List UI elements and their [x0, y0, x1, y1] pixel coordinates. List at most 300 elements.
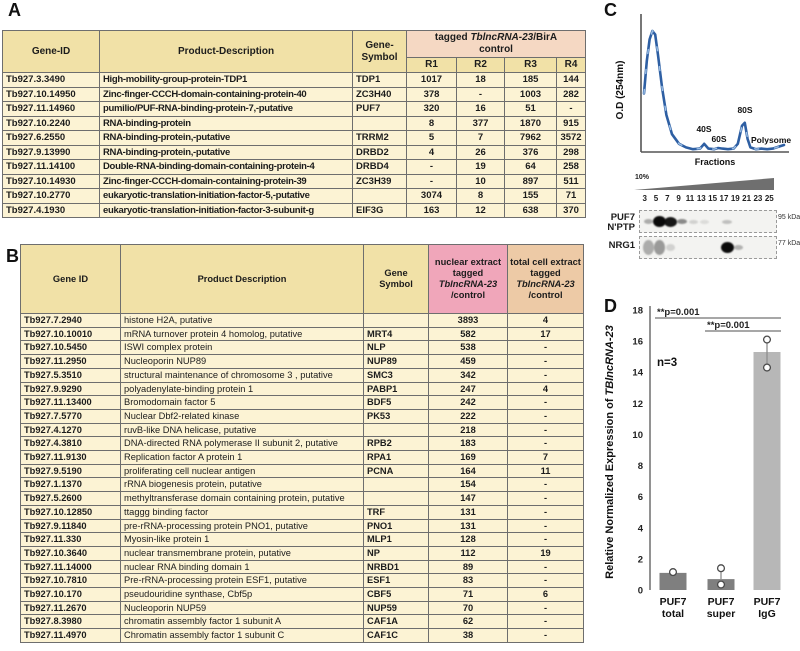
- table-row: [3, 131, 586, 146]
- nuclear-ratio-cell: 3893: [429, 314, 508, 328]
- product-cell: Nucleoporin NUP59: [121, 601, 364, 615]
- nuclear-ratio-cell: 131: [429, 519, 508, 533]
- col-header-nuclear-extract: nuclear extract tagged TblncRNA-23 /control: [429, 245, 508, 314]
- r3-cell: 7962: [505, 131, 557, 146]
- gene-id-cell: Tb927.11.14000: [21, 560, 121, 574]
- symbol-cell: RPA1: [364, 451, 429, 465]
- gene-id-cell: Tb927.10.5450: [21, 341, 121, 355]
- nuclear-ratio-cell: 164: [429, 464, 508, 478]
- table-row: [21, 437, 584, 451]
- total-ratio-cell: -: [508, 505, 584, 519]
- col-header-total-extract: total cell extract tagged TblncRNA-23 /control: [508, 245, 584, 314]
- total-ratio-cell: 4: [508, 314, 584, 328]
- blot-label-nrg1: NRG1: [608, 240, 635, 251]
- product-cell: chromatin assembly factor 1 subunit A: [121, 615, 364, 629]
- fraction-number: 15: [708, 194, 718, 203]
- nuclear-ratio-cell: 89: [429, 560, 508, 574]
- fractions-axis-label: Fractions: [694, 157, 736, 167]
- r1-cell: 8: [407, 116, 457, 131]
- data-point: [764, 336, 771, 343]
- symbol-cell: TRRM2: [353, 131, 407, 146]
- fraction-number: 11: [685, 194, 695, 203]
- product-cell: proliferating cell nuclear antigen: [121, 464, 364, 478]
- blot-band: [734, 245, 743, 250]
- r2-cell: -: [457, 87, 505, 102]
- r4-cell: 298: [557, 145, 586, 160]
- symbol-cell: CAF1A: [364, 615, 429, 629]
- od-curve-highlight: [644, 31, 784, 149]
- gene-id-cell: Tb927.9.5190: [21, 464, 121, 478]
- table-row: [21, 355, 584, 369]
- total-ratio-cell: -: [508, 560, 584, 574]
- r4-cell: 511: [557, 174, 586, 189]
- polysome-panel: [593, 0, 800, 296]
- r1-cell: 5: [407, 131, 457, 146]
- symbol-cell: PCNA: [364, 464, 429, 478]
- blot-band: [722, 220, 732, 224]
- col-header-r3: R3: [505, 58, 557, 73]
- gene-id-cell: Tb927.11.4970: [21, 629, 121, 643]
- y-tick-label: 0: [637, 585, 643, 597]
- total-ratio-cell: 11: [508, 464, 584, 478]
- fraction-number: 9: [676, 194, 681, 203]
- r1-cell: -: [407, 174, 457, 189]
- product-cell: RNA-binding-protein: [100, 116, 353, 131]
- nuclear-ratio-cell: 242: [429, 396, 508, 410]
- gene-id-cell: Tb927.11.14960: [3, 102, 100, 117]
- product-cell: High-mobility-group-protein-TDP1: [100, 73, 353, 88]
- table-row: [21, 341, 584, 355]
- r3-cell: 1003: [505, 87, 557, 102]
- symbol-cell: MLP1: [364, 533, 429, 547]
- table-row: [21, 451, 584, 465]
- nuclear-ratio-cell: 62: [429, 615, 508, 629]
- r2-cell: 26: [457, 145, 505, 160]
- product-cell: ISWI complex protein: [121, 341, 364, 355]
- symbol-cell: [364, 423, 429, 437]
- gene-id-cell: Tb927.5.2600: [21, 492, 121, 506]
- table-row: [21, 409, 584, 423]
- product-cell: Nucleoporin NUP89: [121, 355, 364, 369]
- peak-label-60s: 60S: [711, 134, 727, 144]
- r4-cell: 915: [557, 116, 586, 131]
- total-ratio-cell: 6: [508, 588, 584, 602]
- table-row: [3, 102, 586, 117]
- blot-band: [677, 219, 687, 224]
- symbol-cell: [353, 189, 407, 204]
- y-tick-label: 14: [632, 367, 643, 379]
- symbol-cell: MRT4: [364, 327, 429, 341]
- nuclear-ratio-cell: 183: [429, 437, 508, 451]
- col-header-gene-id: Gene-ID: [3, 31, 100, 73]
- gene-id-cell: Tb927.10.14930: [3, 174, 100, 189]
- symbol-cell: NUP89: [364, 355, 429, 369]
- total-ratio-cell: 19: [508, 546, 584, 560]
- od-axis-label: O.D (254nm): [615, 60, 626, 120]
- gene-id-cell: Tb927.11.2950: [21, 355, 121, 369]
- x-category-label: PUF7: [659, 596, 687, 608]
- gene-id-cell: Tb927.11.330: [21, 533, 121, 547]
- product-cell: eukaryotic-translation-initiation-factor-3-subunit-g: [100, 203, 353, 218]
- bar-chart-svg: [593, 302, 800, 651]
- sig-label-2: **p=0.001: [707, 320, 750, 331]
- product-cell: RNA-binding-protein,-putative: [100, 131, 353, 146]
- y-axis-label: Relative Normalized Expression of TBlncRNA-23: [604, 325, 616, 579]
- nuclear-ratio-cell: 169: [429, 451, 508, 465]
- total-ratio-cell: -: [508, 574, 584, 588]
- kda-marker-95: 95 kDa: [778, 214, 800, 221]
- panel-b-label: B: [6, 246, 19, 266]
- symbol-cell: NUP59: [364, 601, 429, 615]
- gradient-percent-label: 10%: [635, 174, 650, 181]
- table-row: [21, 560, 584, 574]
- symbol-cell: PABP1: [364, 382, 429, 396]
- fraction-number: 3: [642, 194, 647, 203]
- symbol-cell: RPB2: [364, 437, 429, 451]
- x-category-label: PUF7: [707, 596, 735, 608]
- nuclear-ratio-cell: 147: [429, 492, 508, 506]
- table-row: [3, 174, 586, 189]
- r2-cell: 10: [457, 174, 505, 189]
- gene-id-cell: Tb927.11.14100: [3, 160, 100, 175]
- blot-band: [721, 242, 734, 253]
- r2-cell: 377: [457, 116, 505, 131]
- r3-cell: 64: [505, 160, 557, 175]
- gene-id-cell: Tb927.9.13990: [3, 145, 100, 160]
- table-row: [21, 327, 584, 341]
- r2-cell: 19: [457, 160, 505, 175]
- r1-cell: 4: [407, 145, 457, 160]
- gene-id-cell: Tb927.4.3810: [21, 437, 121, 451]
- panel-d-label: D: [604, 296, 617, 316]
- product-cell: DNA-directed RNA polymerase II subunit 2, putative: [121, 437, 364, 451]
- symbol-cell: CAF1C: [364, 629, 429, 643]
- r1-cell: 1017: [407, 73, 457, 88]
- polysome-profile-plot: [611, 10, 796, 168]
- product-cell: Nuclear Dbf2-related kinase: [121, 409, 364, 423]
- col-header-r2: R2: [457, 58, 505, 73]
- table-b-header-row: [21, 245, 584, 314]
- nuclear-ratio-cell: 459: [429, 355, 508, 369]
- product-cell: structural maintenance of chromosome 3 , putative: [121, 368, 364, 382]
- data-point: [670, 569, 677, 576]
- nuclear-ratio-cell: 70: [429, 601, 508, 615]
- r2-cell: 8: [457, 189, 505, 204]
- total-ratio-cell: -: [508, 341, 584, 355]
- gene-id-cell: Tb927.6.2550: [3, 131, 100, 146]
- product-cell: pseudouridine synthase, Cbf5p: [121, 588, 364, 602]
- symbol-cell: EIF3G: [353, 203, 407, 218]
- total-ratio-cell: 7: [508, 451, 584, 465]
- symbol-cell: NLP: [364, 341, 429, 355]
- gene-table-b: [20, 244, 584, 643]
- col-header-gene-id: Gene ID: [21, 245, 121, 314]
- r2-cell: 18: [457, 73, 505, 88]
- gene-id-cell: Tb927.9.9290: [21, 382, 121, 396]
- symbol-cell: SMC3: [364, 368, 429, 382]
- fraction-number: 5: [653, 194, 659, 203]
- r3-cell: 1870: [505, 116, 557, 131]
- blot-band: [643, 240, 654, 255]
- blot-band: [654, 240, 665, 255]
- product-cell: Double-RNA-binding-domain-containing-protein-4: [100, 160, 353, 175]
- symbol-cell: ESF1: [364, 574, 429, 588]
- r3-cell: 51: [505, 102, 557, 117]
- total-ratio-cell: -: [508, 601, 584, 615]
- table-row: [21, 423, 584, 437]
- col-header-gene-symbol: Gene- Symbol: [353, 31, 407, 73]
- r1-cell: 320: [407, 102, 457, 117]
- gene-id-cell: Tb927.7.5770: [21, 409, 121, 423]
- table-row: [3, 203, 586, 218]
- gene-id-cell: Tb927.10.3640: [21, 546, 121, 560]
- product-cell: methyltransferase domain containing protein, putative: [121, 492, 364, 506]
- table-row: [21, 382, 584, 396]
- peak-label-80s: 80S: [737, 105, 753, 115]
- blot-band: [664, 217, 677, 227]
- y-tick-label: 8: [637, 461, 643, 473]
- total-ratio-cell: -: [508, 533, 584, 547]
- nuclear-ratio-cell: 71: [429, 588, 508, 602]
- nuclear-ratio-cell: 154: [429, 478, 508, 492]
- product-cell: rRNA biogenesis protein, putative: [121, 478, 364, 492]
- table-row: [21, 601, 584, 615]
- gene-id-cell: Tb927.5.3510: [21, 368, 121, 382]
- col-header-r1: R1: [407, 58, 457, 73]
- nuclear-ratio-cell: 222: [429, 409, 508, 423]
- gene-id-cell: Tb927.10.170: [21, 588, 121, 602]
- x-category-label: super: [706, 608, 736, 620]
- gene-id-cell: Tb927.10.2770: [3, 189, 100, 204]
- r1-cell: 378: [407, 87, 457, 102]
- table-row: [3, 145, 586, 160]
- r4-cell: 71: [557, 189, 586, 204]
- r4-cell: 3572: [557, 131, 586, 146]
- y-tick-label: 10: [632, 429, 643, 441]
- nuclear-ratio-cell: 112: [429, 546, 508, 560]
- table-row: [3, 73, 586, 88]
- symbol-cell: CBF5: [364, 588, 429, 602]
- od-curve: [644, 31, 784, 149]
- symbol-cell: NP: [364, 546, 429, 560]
- gene-id-cell: Tb927.10.2240: [3, 116, 100, 131]
- y-tick-label: 18: [632, 305, 643, 317]
- sig-label-1: **p=0.001: [657, 307, 700, 318]
- r2-cell: 16: [457, 102, 505, 117]
- product-cell: mRNA turnover protein 4 homolog, putative: [121, 327, 364, 341]
- col-header-tagged: tagged TblncRNA-23/BirA control: [407, 31, 586, 58]
- nuclear-ratio-cell: 218: [429, 423, 508, 437]
- x-category-label: PUF7: [753, 596, 781, 608]
- symbol-cell: PUF7: [353, 102, 407, 117]
- gene-id-cell: Tb927.1.1370: [21, 478, 121, 492]
- nuclear-ratio-cell: 38: [429, 629, 508, 643]
- table-row: [21, 314, 584, 328]
- peak-label-polysome: Polysome: [751, 135, 792, 145]
- expression-bar-chart: [593, 296, 800, 651]
- gene-id-cell: Tb927.10.7810: [21, 574, 121, 588]
- gene-id-cell: Tb927.10.14950: [3, 87, 100, 102]
- table-row: [21, 396, 584, 410]
- blot-label-puf7: PUF7 N'PTP: [607, 212, 635, 234]
- gene-id-cell: Tb927.3.3490: [3, 73, 100, 88]
- table-row: [21, 615, 584, 629]
- table-row: [21, 505, 584, 519]
- product-cell: Bromodomain factor 5: [121, 396, 364, 410]
- x-category-label: total: [661, 608, 685, 620]
- table-row: [3, 189, 586, 204]
- gradient-shape: [634, 178, 774, 190]
- symbol-cell: [364, 478, 429, 492]
- fraction-number: 23: [753, 194, 763, 203]
- r4-cell: 258: [557, 160, 586, 175]
- r2-cell: 7: [457, 131, 505, 146]
- nuclear-ratio-cell: 128: [429, 533, 508, 547]
- gene-id-cell: Tb927.11.13400: [21, 396, 121, 410]
- symbol-cell: BDF5: [364, 396, 429, 410]
- product-cell: Zinc-finger-CCCH-domain-containing-protein-39: [100, 174, 353, 189]
- r4-cell: 282: [557, 87, 586, 102]
- gene-id-cell: Tb927.4.1930: [3, 203, 100, 218]
- symbol-cell: NRBD1: [364, 560, 429, 574]
- product-cell: nuclear RNA binding domain 1: [121, 560, 364, 574]
- gene-table-a: [2, 30, 586, 218]
- gene-id-cell: Tb927.7.2940: [21, 314, 121, 328]
- total-ratio-cell: -: [508, 478, 584, 492]
- symbol-cell: DRBD4: [353, 160, 407, 175]
- panel-a-label: A: [8, 0, 21, 20]
- r3-cell: 376: [505, 145, 557, 160]
- fraction-numbers: [639, 194, 775, 203]
- symbol-cell: PNO1: [364, 519, 429, 533]
- col-header-gene-symbol: Gene Symbol: [364, 245, 429, 314]
- symbol-cell: TRF: [364, 505, 429, 519]
- r2-cell: 12: [457, 203, 505, 218]
- table-row: [21, 368, 584, 382]
- symbol-cell: PK53: [364, 409, 429, 423]
- gene-id-cell: Tb927.10.12850: [21, 505, 121, 519]
- product-cell: eukaryotic-translation-initiation-factor-5,-putative: [100, 189, 353, 204]
- product-cell: Pre-rRNA-processing protein ESF1, putative: [121, 574, 364, 588]
- panel-c-label: C: [604, 0, 617, 20]
- nuclear-ratio-cell: 538: [429, 341, 508, 355]
- blot-band: [689, 220, 698, 224]
- fraction-number: 17: [719, 194, 729, 203]
- kda-marker-77: 77 kDa: [778, 240, 800, 247]
- fraction-number: 13: [696, 194, 706, 203]
- total-ratio-cell: -: [508, 396, 584, 410]
- product-cell: ttaggg binding factor: [121, 505, 364, 519]
- table-row: [21, 588, 584, 602]
- r3-cell: 185: [505, 73, 557, 88]
- total-ratio-cell: -: [508, 437, 584, 451]
- total-ratio-cell: 17: [508, 327, 584, 341]
- product-cell: nuclear transmembrane protein, putative: [121, 546, 364, 560]
- nuclear-ratio-cell: 247: [429, 382, 508, 396]
- r4-cell: 144: [557, 73, 586, 88]
- blot-band: [644, 219, 653, 224]
- symbol-cell: [364, 314, 429, 328]
- symbol-cell: ZC3H39: [353, 174, 407, 189]
- product-cell: Zinc-finger-CCCH-domain-containing-protein-40: [100, 87, 353, 102]
- symbol-cell: ZC3H40: [353, 87, 407, 102]
- total-ratio-cell: -: [508, 368, 584, 382]
- total-ratio-cell: -: [508, 629, 584, 643]
- western-blot-puf7: [639, 210, 777, 233]
- nuclear-ratio-cell: 83: [429, 574, 508, 588]
- table-row: [21, 519, 584, 533]
- bar-puf7-igg: [754, 352, 781, 590]
- total-ratio-cell: -: [508, 615, 584, 629]
- gene-id-cell: Tb927.4.1270: [21, 423, 121, 437]
- table-row: [3, 160, 586, 175]
- peak-label-40s: 40S: [696, 124, 712, 134]
- data-point: [764, 364, 771, 371]
- data-point: [718, 581, 725, 588]
- symbol-cell: [364, 492, 429, 506]
- product-cell: Myosin-like protein 1: [121, 533, 364, 547]
- r3-cell: 155: [505, 189, 557, 204]
- data-point: [718, 565, 725, 572]
- r4-cell: -: [557, 102, 586, 117]
- product-cell: histone H2A, putative: [121, 314, 364, 328]
- product-cell: RNA-binding-protein,-putative: [100, 145, 353, 160]
- fraction-number: 19: [730, 194, 740, 203]
- table-row: [21, 533, 584, 547]
- y-tick-label: 16: [632, 336, 643, 348]
- blot-band: [666, 244, 675, 251]
- product-cell: polyadenylate-binding protein 1: [121, 382, 364, 396]
- gene-id-cell: Tb927.8.3980: [21, 615, 121, 629]
- symbol-cell: [353, 116, 407, 131]
- gene-id-cell: Tb927.11.9130: [21, 451, 121, 465]
- col-header-product: Product-Description: [100, 31, 353, 73]
- table-row: [3, 87, 586, 102]
- gene-id-cell: Tb927.9.11840: [21, 519, 121, 533]
- r3-cell: 897: [505, 174, 557, 189]
- sucrose-gradient-triangle: [633, 176, 775, 192]
- total-ratio-cell: -: [508, 409, 584, 423]
- y-tick-label: 2: [637, 554, 643, 566]
- table-row: [3, 116, 586, 131]
- r4-cell: 370: [557, 203, 586, 218]
- product-cell: Chromatin assembly factor 1 subunit C: [121, 629, 364, 643]
- product-cell: pumilio/PUF-RNA-binding-protein-7,-putative: [100, 102, 353, 117]
- n-label: n=3: [657, 357, 678, 369]
- fraction-number: 25: [764, 194, 774, 203]
- total-ratio-cell: -: [508, 423, 584, 437]
- product-cell: Replication factor A protein 1: [121, 451, 364, 465]
- table-row: [21, 492, 584, 506]
- symbol-cell: DRBD2: [353, 145, 407, 160]
- fraction-number: 21: [742, 194, 752, 203]
- fraction-number: 7: [665, 194, 670, 203]
- nuclear-ratio-cell: 131: [429, 505, 508, 519]
- col-header-product: Product Description: [121, 245, 364, 314]
- total-ratio-cell: 4: [508, 382, 584, 396]
- product-cell: pre-rRNA-processing protein PNO1, putative: [121, 519, 364, 533]
- r3-cell: 638: [505, 203, 557, 218]
- y-tick-label: 6: [637, 492, 643, 504]
- symbol-cell: TDP1: [353, 73, 407, 88]
- table-row: [21, 546, 584, 560]
- r1-cell: -: [407, 160, 457, 175]
- table-row: [21, 629, 584, 643]
- western-blot-nrg1: [639, 236, 777, 259]
- nuclear-ratio-cell: 582: [429, 327, 508, 341]
- table-row: [21, 478, 584, 492]
- table-row: [21, 464, 584, 478]
